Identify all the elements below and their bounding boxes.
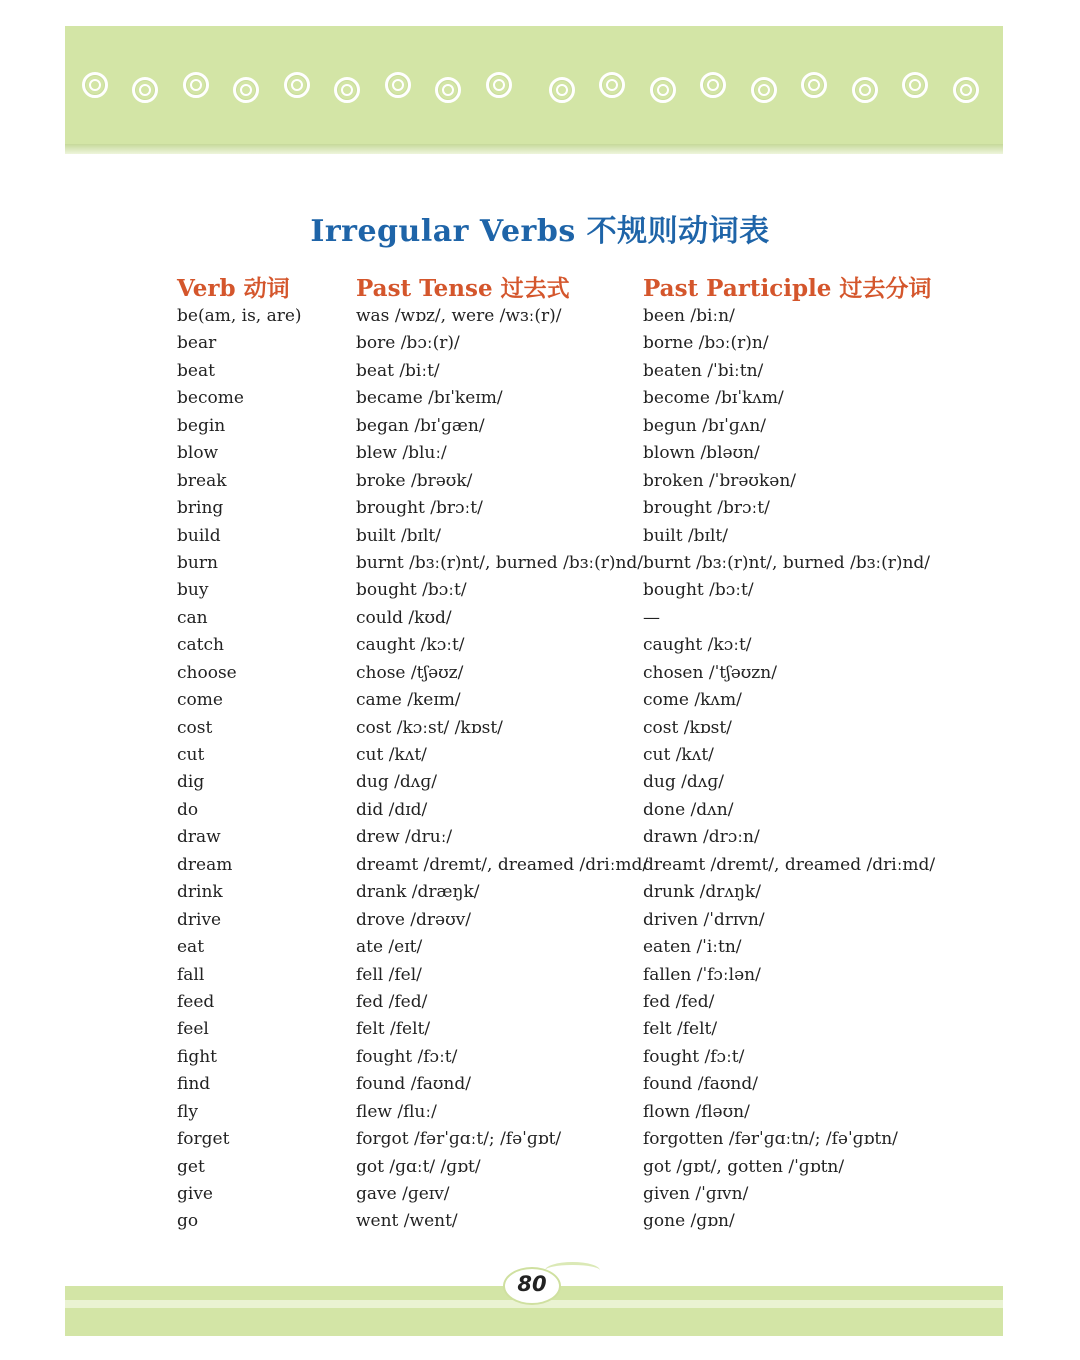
past-tense-cell: fought /fɔːt/ <box>356 1046 458 1067</box>
past-participle-cell: drunk /drʌŋk/ <box>643 882 761 903</box>
past-tense-cell: blew /bluː/ <box>356 443 447 464</box>
past-participle-cell: been /biːn/ <box>643 306 735 326</box>
past-tense-cell: flew /fluː/ <box>356 1101 437 1122</box>
ring-ornament <box>132 77 158 103</box>
past-tense-cell: ate /eɪt/ <box>356 937 423 958</box>
verb-cell: can <box>177 607 208 628</box>
past-tense-cell: forgot /fərˈɡɑːt/; /fəˈɡɒt/ <box>356 1129 562 1150</box>
header-verb: Verb 动词 <box>177 275 290 302</box>
past-tense-cell: broke /brəʊk/ <box>356 470 473 491</box>
ring-ornament <box>82 72 108 98</box>
past-participle-cell: come /kʌm/ <box>643 690 742 711</box>
past-tense-cell: drew /druː/ <box>356 827 453 848</box>
ring-ornament <box>852 77 878 103</box>
ring-ornament <box>902 72 928 98</box>
past-tense-cell: bought /bɔːt/ <box>356 580 467 601</box>
verb-cell: draw <box>177 827 221 848</box>
verb-cell: come <box>177 690 223 711</box>
verb-cell: be(am, is, are) <box>177 306 302 326</box>
ring-ornament <box>599 72 625 98</box>
past-participle-column <box>643 303 935 1236</box>
past-participle-cell: felt /felt/ <box>643 1019 718 1040</box>
past-participle-cell: dug /dʌɡ/ <box>643 772 724 793</box>
top-band-edge <box>65 144 1003 154</box>
verb-cell: forget <box>177 1129 230 1150</box>
past-tense-cell: got /ɡɑːt/ /ɡɒt/ <box>356 1156 481 1177</box>
verb-cell: choose <box>177 662 237 683</box>
past-tense-cell: brought /brɔːt/ <box>356 498 483 519</box>
past-tense-cell: dug /dʌɡ/ <box>356 772 437 793</box>
ring-ornament <box>549 77 575 103</box>
ring-ornament <box>334 77 360 103</box>
ring-ornament <box>751 77 777 103</box>
header-past-tense: Past Tense 过去式 <box>356 275 570 302</box>
verb-cell: drive <box>177 909 222 930</box>
past-participle-cell: caught /kɔːt/ <box>643 635 752 656</box>
past-participle-cell: built /bɪlt/ <box>643 525 728 546</box>
verb-cell: build <box>177 525 221 546</box>
past-tense-cell: fell /fel/ <box>356 964 422 985</box>
past-participle-cell: dreamt /dremt/, dreamed /driːmd/ <box>643 854 936 875</box>
ring-ornament <box>183 72 209 98</box>
verb-cell: begin <box>177 415 226 436</box>
ring-ornament <box>385 72 411 98</box>
past-participle-cell: burnt /bɜː(r)nt/, burned /bɜː(r)nd/ <box>643 552 931 573</box>
past-tense-cell: cut /kʌt/ <box>356 745 427 765</box>
past-tense-cell: beat /biːt/ <box>356 360 440 381</box>
verb-cell: beat <box>177 360 215 381</box>
verb-cell: dream <box>177 854 233 875</box>
verb-cell: bring <box>177 498 224 519</box>
verb-cell: find <box>177 1074 211 1095</box>
past-tense-cell: began /bɪˈɡæn/ <box>356 415 485 436</box>
past-tense-cell: could /kʊd/ <box>356 607 452 628</box>
verb-cell: bear <box>177 333 217 354</box>
past-tense-cell: caught /kɔːt/ <box>356 635 465 656</box>
verb-cell: feed <box>177 991 215 1012</box>
past-participle-cell: become /bɪˈkʌm/ <box>643 388 784 409</box>
past-tense-cell: came /keɪm/ <box>356 690 461 711</box>
past-tense-column <box>356 303 648 1236</box>
past-participle-cell: fought /fɔːt/ <box>643 1046 745 1067</box>
past-tense-cell: chose /tʃəʊz/ <box>356 662 464 683</box>
ring-ornament <box>435 77 461 103</box>
past-participle-cell: given /ˈɡɪvn/ <box>643 1184 749 1204</box>
past-participle-cell: fed /fed/ <box>643 991 715 1012</box>
verb-cell: cut <box>177 745 205 765</box>
past-participle-cell: beaten /ˈbiːtn/ <box>643 360 764 381</box>
past-participle-cell: cut /kʌt/ <box>643 745 714 765</box>
verb-cell: go <box>177 1211 199 1232</box>
past-participle-cell: blown /bləʊn/ <box>643 443 760 464</box>
past-participle-cell: flown /fləʊn/ <box>643 1101 750 1122</box>
verb-cell: dig <box>177 772 205 793</box>
past-tense-cell: cost /kɔːst/ /kɒst/ <box>356 717 503 738</box>
verb-cell: cost <box>177 717 213 738</box>
past-participle-cell: fallen /ˈfɔːlən/ <box>643 964 761 985</box>
ring-ornament <box>486 72 512 98</box>
past-tense-cell: found /faʊnd/ <box>356 1074 471 1095</box>
verb-cell: get <box>177 1156 205 1177</box>
verb-column <box>177 303 302 1236</box>
verb-cell: give <box>177 1184 213 1204</box>
past-participle-cell: cost /kɒst/ <box>643 717 732 738</box>
verb-cell: fight <box>177 1046 218 1067</box>
verb-cell: fly <box>177 1101 198 1122</box>
past-participle-cell: broken /ˈbrəʊkən/ <box>643 470 797 491</box>
ring-ornament <box>700 72 726 98</box>
past-participle-cell: begun /bɪˈɡʌn/ <box>643 415 767 436</box>
past-participle-cell: chosen /ˈtʃəʊzn/ <box>643 662 777 683</box>
page-number: 80 <box>517 1272 547 1296</box>
past-tense-cell: built /bɪlt/ <box>356 525 441 546</box>
verb-cell: fall <box>177 964 205 985</box>
ring-ornament <box>233 77 259 103</box>
past-tense-cell: burnt /bɜː(r)nt/, burned /bɜː(r)nd/ <box>356 552 644 573</box>
verb-cell: become <box>177 388 244 409</box>
past-participle-cell: borne /bɔː(r)n/ <box>643 333 769 354</box>
past-participle-cell: got /ɡɒt/, gotten /ˈɡɒtn/ <box>643 1156 845 1177</box>
past-tense-cell: felt /felt/ <box>356 1019 431 1040</box>
past-tense-cell: went /went/ <box>356 1211 458 1232</box>
ring-ornament <box>953 77 979 103</box>
past-tense-cell: became /bɪˈkeɪm/ <box>356 388 503 409</box>
past-participle-cell: forgotten /fərˈɡɑːtn/; /fəˈɡɒtn/ <box>643 1129 898 1150</box>
past-participle-cell: found /faʊnd/ <box>643 1074 758 1095</box>
verb-cell: do <box>177 799 199 820</box>
past-tense-cell: did /dɪd/ <box>356 799 428 820</box>
past-tense-cell: gave /ɡeɪv/ <box>356 1184 450 1204</box>
verb-cell: drink <box>177 882 223 903</box>
past-participle-cell: driven /ˈdrɪvn/ <box>643 909 765 930</box>
ring-ornament <box>650 77 676 103</box>
verb-cell: eat <box>177 937 205 958</box>
past-tense-cell: bore /bɔː(r)/ <box>356 333 460 354</box>
past-tense-cell: drank /dræŋk/ <box>356 882 480 903</box>
past-tense-cell: fed /fed/ <box>356 991 428 1012</box>
past-participle-cell: done /dʌn/ <box>643 799 734 820</box>
verb-cell: feel <box>177 1019 209 1040</box>
past-participle-cell: — <box>643 607 660 628</box>
past-tense-cell: was /wɒz/, were /wɜː(r)/ <box>356 306 562 326</box>
past-tense-cell: dreamt /dremt/, dreamed /driːmd/ <box>356 854 649 875</box>
past-participle-cell: gone /ɡɒn/ <box>643 1211 735 1232</box>
verb-cell: catch <box>177 635 224 656</box>
past-participle-cell: bought /bɔːt/ <box>643 580 754 601</box>
past-tense-cell: drove /drəʊv/ <box>356 909 471 930</box>
header-past-participle: Past Participle 过去分词 <box>643 275 932 302</box>
page-title: Irregular Verbs 不规则动词表 <box>310 214 770 249</box>
past-participle-cell: brought /brɔːt/ <box>643 498 770 519</box>
verb-cell: break <box>177 470 227 491</box>
past-participle-cell: eaten /ˈiːtn/ <box>643 937 742 958</box>
ring-ornament <box>284 72 310 98</box>
ring-ornament <box>801 72 827 98</box>
verb-cell: blow <box>177 443 219 464</box>
past-participle-cell: drawn /drɔːn/ <box>643 827 760 848</box>
verb-cell: buy <box>177 580 209 601</box>
verb-cell: burn <box>177 552 218 573</box>
